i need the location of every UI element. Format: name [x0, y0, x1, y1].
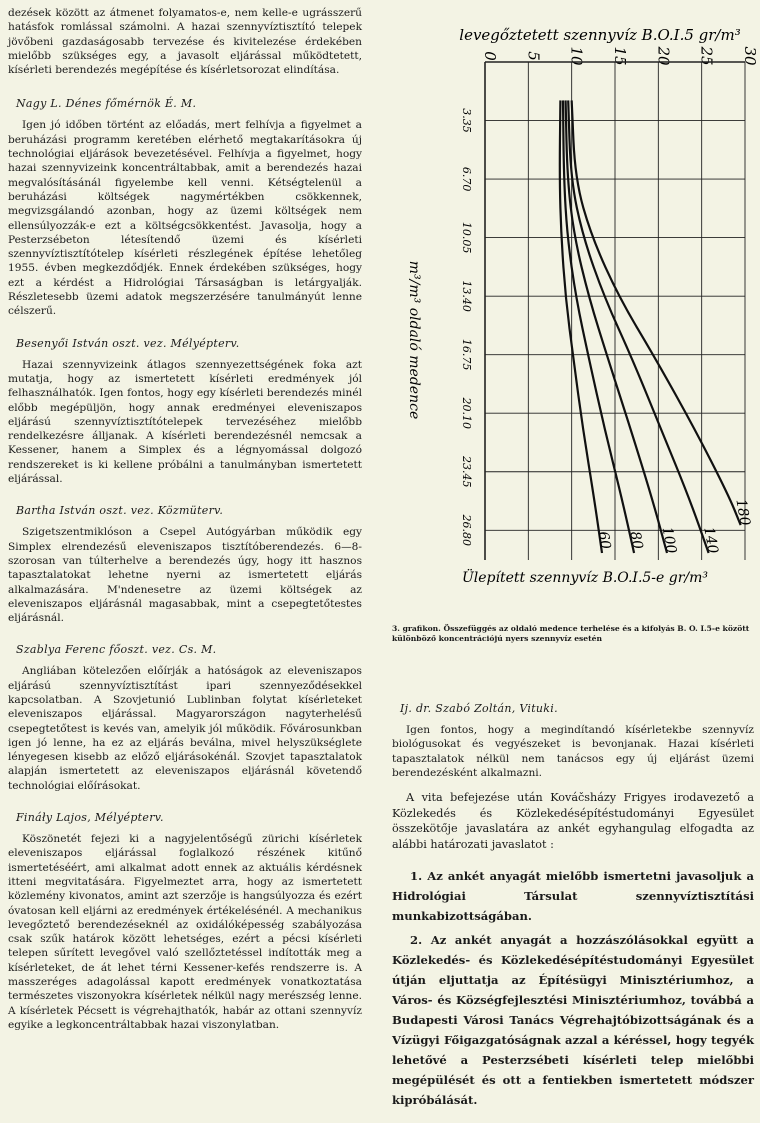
speaker-paragraph: Angliában kötelezően előírják a hatóságok az eleveniszapos eljárású szennyvíztisztítást ipari szennyeződésekkel kapcsolatban. A Szovjetunió Lublinban folytat kísérleteket eleveniszapos eljárással. Magyarországon nagyterhelésű csepegtetőtest is kevés van, amelyik jól működik. Fővárosunkban igen jó lenne, ha ez az eljárás beválna, mivel helyszükséglete lényegesen kisebb az előző eljárásokénál. Szovjet tapasztalatok alapján ismertetett az eleveniszapos eljárásnál követendő technológiai előírásokat.	[8, 665, 362, 792]
speaker-paragraph: Köszönetét fejezi ki a nagyjelentőségű zürichi kísérletek eleveniszapos eljárással foglalkozó részének kitűnő ismertetéséért, ami alkalmat adott ennek az aktuális kérdésnek itteni megvitatására. Figyelmeztet arra, hogy az ismertetett közlemény kivonatos, amint azt szerzője is hangsúlyozza és ezért óvatosan kell eljárni az eredmények értékelésénél. A mechanikus levegőztető berendezéseknél az oxidálóképesség szabályozása csak szűk határok között lehetséges, ezért a pécsi kísérleti telepen sűrített levegővel való szellőztetéssel indították meg a kísérleteket, de át lehet térni Kessener-kefés rendszerre is. A masszeréges adagolással kapott eredmények vonatkoztatása természetes viszonyokra kísérletek nélkül nagy merészség lenne. A kísérletek Pécsett is végrehajthatók, habár az ottani szennyvíz egyike a legkoncentráltabbak hazai viszonylatban.	[8, 833, 362, 1031]
x-tick-label: 25	[697, 46, 716, 66]
x-tick-label: 5	[524, 51, 543, 61]
x-tick-label: 30	[741, 46, 759, 66]
resolution-item: 2. Az ankét anyagát a hozzászólásokkal együtt a Közlekedés- és Közlekedésépítéstudományi Egyesület útján eljuttatja az Építésügyi Minisztériumhoz, a Város- és Községfejlesztési Minisztériumhoz, továbbá a Budapesti Városi Tanács Végrehajtóbizottságának és a Vízügyi Főigazgatóságnak azzal a kéréssel, hogy tegyék lehetővé a Pesterzsébeti kísérleti telep mielőbbi megépülését és ott a fentiekben ismertetett módszer kipróbálását.	[392, 933, 754, 1108]
speaker-name: Besenyői István oszt. vez. Mélyépterv.	[16, 336, 240, 350]
y-tick-label: 13.40	[460, 280, 473, 312]
x-tick-label: 0	[481, 51, 499, 61]
figure-caption: 3. grafikon. Összefüggés az oldaló medence terhelése és a kifolyás B. O. I.5-e között különböző koncentrációjú nyers szennyvíz esetén	[392, 624, 750, 643]
speaker-name: Ij. dr. Szabó Zoltán, Vituki.	[400, 702, 558, 715]
y-tick-label: 3.35	[460, 108, 473, 133]
series-line	[568, 100, 708, 553]
series-line	[560, 100, 602, 553]
plot-area	[460, 45, 759, 560]
resolution-list	[392, 866, 754, 1110]
speaker-name: Fináły Lajos, Mélyépterv.	[16, 811, 164, 825]
left-column	[8, 6, 362, 1032]
closing-block	[392, 790, 754, 852]
intro-paragraph: dezések között az átmenet folyamatos-e, nem kelle-e ugrásszerű hatásfok romlással számolni. A hazai szennyvíztisztító telepek jövőbeni gazdaságosabb tervezése és kivitelezése érdekében mielőbb szükséges egy, a javasolt eljárással működtetett, kísérleti berendezés megépítése és kísérletsorozat elindítása.	[8, 7, 362, 77]
resolution-item: 1. Az ankét anyagát mielőbb ismertetni javasoljuk a Hidrológiai Társulat szennyvíztisztítási munkabizottságában.	[392, 869, 754, 924]
y-axis-label: m³/m³ oldaló medence	[406, 260, 422, 420]
series-label: 140	[700, 525, 721, 555]
closing-paragraph: A vita befejezése után Kováčsházy Frigyes irodavezető a Közlekedés és Közlekedésépítéstudományi Egyesület összekötője javaslatára az ankét egyhangulag elfogadta az alábbi határozati javaslatot :	[392, 791, 754, 851]
series-label: 60	[594, 530, 614, 551]
series-label: 180	[732, 497, 753, 527]
series-line	[572, 100, 741, 525]
x-tick-label: 15	[611, 46, 629, 66]
speaker-paragraph: Szigetszentmiklóson a Csepel Autógyárban működik egy Simplex elrendezésű eleveniszapos tisztítóberendezés. 6—8-szorosan van túlterhelve a berendezés úgy, hogy itt hasznos tapasztalatokat lehetne nyerni az ismertetett eljárás alkalmazására. M'ndenesetre az üzemi költségek az eleveniszapos eljárásnál magasabbak, mint a csepegtetőtestes eljárásnál.	[8, 526, 362, 625]
speaker-name: Bartha István oszt. vez. Közmüterv.	[16, 504, 224, 518]
y-tick-label: 20.10	[460, 397, 473, 429]
x-tick-label: 10	[567, 46, 586, 66]
speaker-name: Szablya Ferenc főoszt. vez. Cs. M.	[16, 643, 217, 657]
y-tick-label: 16.75	[460, 338, 473, 371]
right-column	[392, 698, 754, 1110]
series-label: 100	[658, 525, 680, 555]
series-label: 80	[626, 530, 646, 551]
bod-chart	[375, 0, 760, 625]
y-tick-label: 10.05	[460, 221, 473, 254]
y-tick-label: 6.70	[460, 166, 473, 192]
y-tick-label: 23.45	[460, 456, 473, 488]
chart-title: levegőztetett szennyvíz B.O.I.5 gr/m³	[459, 26, 741, 44]
speaker-name: Nagy L. Dénes főmérnök É. M.	[16, 97, 197, 111]
x-tick-label: 20	[654, 46, 673, 66]
speaker-paragraph: Igen fontos, hogy a megindítandó kísérletekbe szennyvíz biológusokat és vegyészeket is bevonjanak. Hazai kísérleti tapasztalatok nélkül nem tanácsos egy új eljárást üzemi berendezésként alkalmazni.	[392, 724, 754, 779]
x-axis-label: Ülepített szennyvíz B.O.I.5-e gr/m³	[461, 570, 709, 586]
series-line	[566, 100, 667, 553]
speaker-paragraph: Igen jó időben történt az előadás, mert felhívja a figyelmet a beruházási programm keretében elérhető megtakarításokra új technológiai eljárások bevezetésével. Felhívja a figyelmet, hogy hazai szennyvizeink koncentráltabbak, amit a berendezés hazai megvalósításánál figyelembe kell venni. Kétségtelenül a beruházási költségek nagymértékben csökkennek, megvizsgálandó azonban, hogy az üzemi költségek nem ellensúlyozzák-e ezt a költségcsökkentést. Javasolja, hogy a Pesterzsébeton létesítendő üzemi és kísérleti szennyvíztisztítótelep kísérleti részlegének építése lehetőleg 1955. évben megkezdődjék. Ennek érdekében szükséges, hogy ezt a kérdést a Hidrológiai Társaságban is letárgyalják. Részletesebb üzemi adatok megszerzésére tanulmányút lenne célszerű.	[8, 119, 362, 318]
y-tick-label: 26.80	[460, 514, 473, 547]
speaker-paragraph: Hazai szennyvizeink átlagos szennyezettségének foka azt mutatja, hogy az ismertetett kísérleti eredmények jól felhasználhatók. Igen fontos, hogy egy kísérleti berendezés minél előbb megépüljön, hogy annak eredményei eleveniszapos eljárású szennyvíztisztítótelepek tervezéséhez mielőbb rendelkezésre álljanak. A kísérleti berendezésnél nemcsak a Kessener, hanem a Simplex és a légnyomással dolgozó rendszereket is ki kellene próbálni a tanulmányban ismertetett eljárással.	[8, 358, 362, 486]
